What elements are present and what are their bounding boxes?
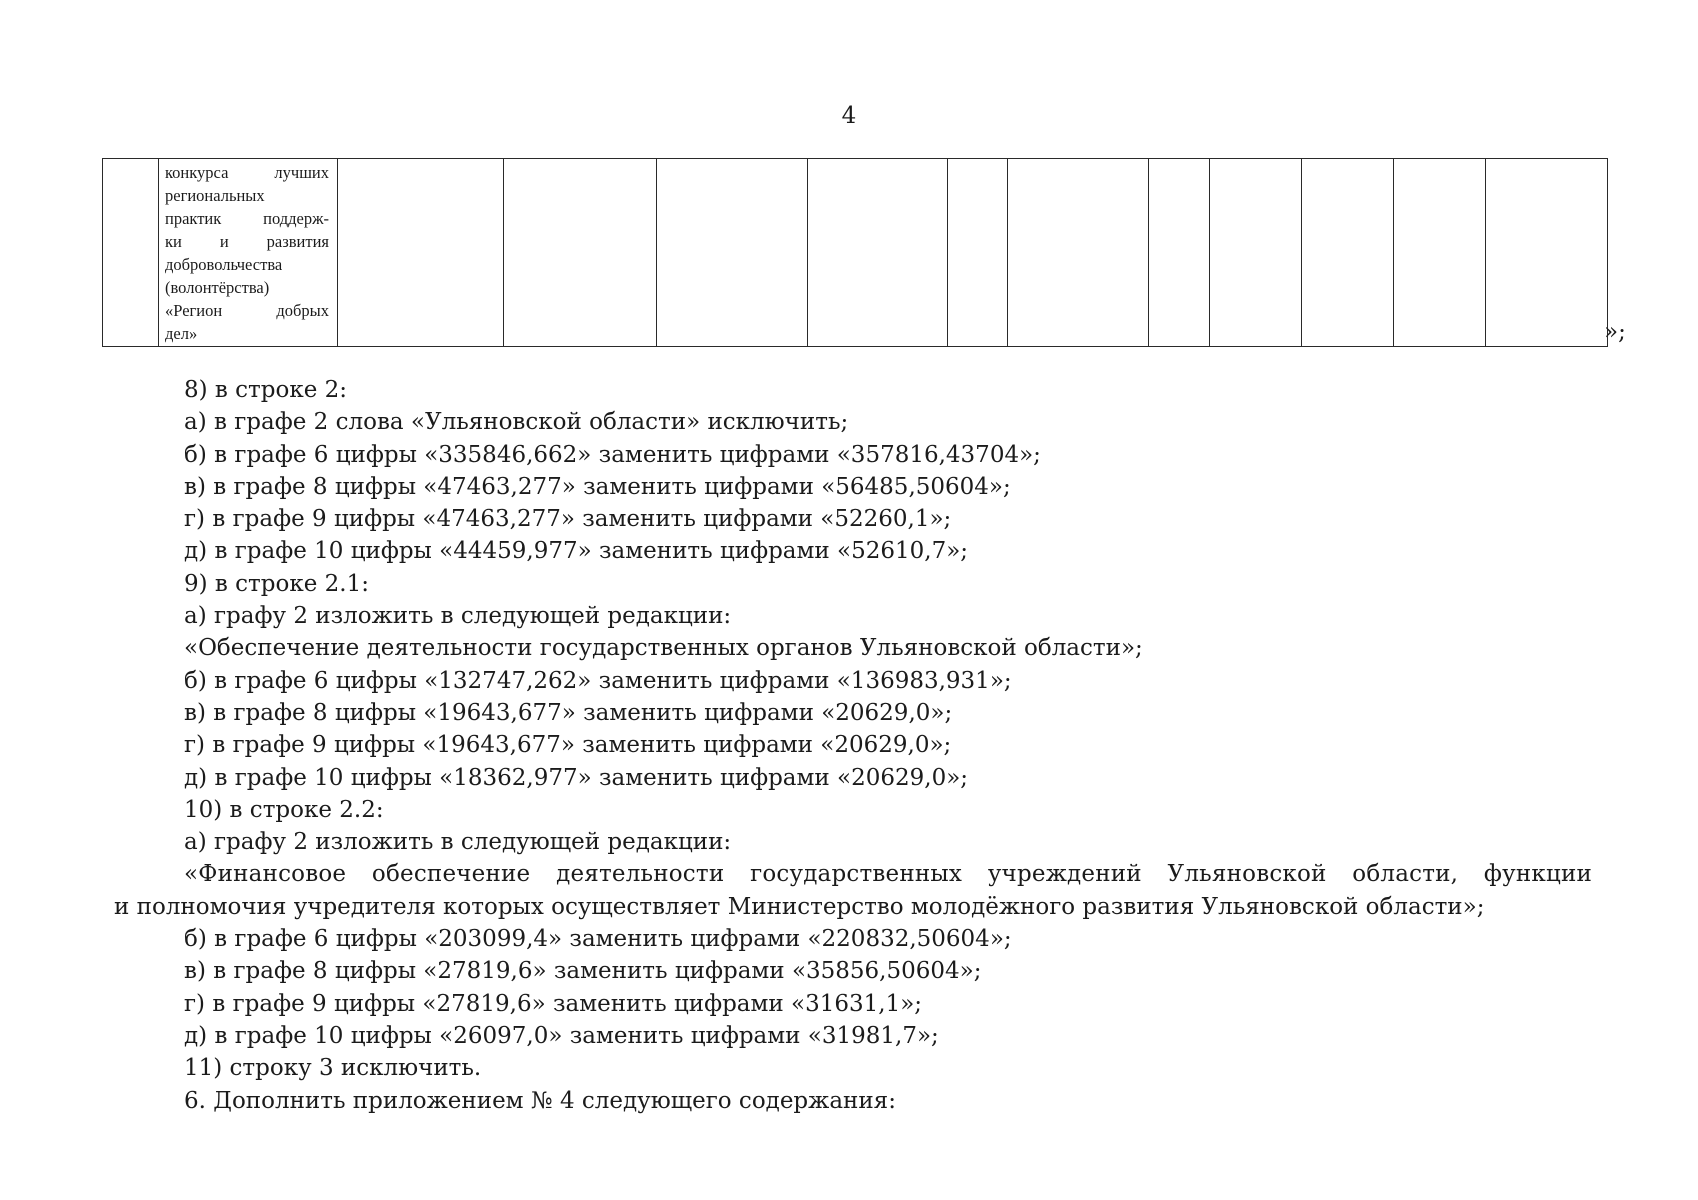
table-cell-col-13 xyxy=(1486,159,1608,347)
text-line: 9) в строке 2.1: xyxy=(184,570,369,597)
text-line: в) в графе 8 цифры «47463,277» заменить цифрами «56485,50604»; xyxy=(184,473,1011,500)
text-line: и полномочия учредителя которых осуществляет Министерство молодёжного развития Ульяновской области»; xyxy=(114,893,1485,920)
row-name-line: дел» xyxy=(165,324,198,343)
text-line: 10) в строке 2.2: xyxy=(184,796,384,823)
text-line: д) в графе 10 цифры «18362,977» заменить цифрами «20629,0»; xyxy=(184,764,969,791)
table-closing-quote: »; xyxy=(1604,319,1626,345)
table-cell-col-1 xyxy=(103,159,159,347)
text-line: 11) строку 3 исключить. xyxy=(184,1055,482,1082)
table-cell-col-3 xyxy=(338,159,504,347)
text-line: а) графу 2 изложить в следующей редакции: xyxy=(184,829,732,856)
text-line: б) в графе 6 цифры «132747,262» заменить цифрами «136983,931»; xyxy=(184,667,1012,694)
table-fragment xyxy=(102,158,1608,347)
row-name-line: практик поддерж- xyxy=(165,209,329,228)
table-cell-col-10 xyxy=(1210,159,1302,347)
row-name-line: ки и развития xyxy=(165,232,329,251)
text-line: г) в графе 9 цифры «19643,677» заменить цифрами «20629,0»; xyxy=(184,732,952,759)
table-cell-col-5 xyxy=(657,159,808,347)
text-line: а) графу 2 изложить в следующей редакции: xyxy=(184,603,732,630)
text-line: в) в графе 8 цифры «27819,6» заменить цифрами «35856,50604»; xyxy=(184,958,982,985)
text-line: г) в графе 9 цифры «47463,277» заменить цифрами «52260,1»; xyxy=(184,506,952,533)
page-number: 4 xyxy=(841,103,857,129)
row-name-line: (волонтёрства) xyxy=(165,278,270,297)
text-line: 8) в строке 2: xyxy=(184,377,348,403)
table-cell-col-11 xyxy=(1302,159,1394,347)
table-row xyxy=(103,159,1608,347)
amendments-text xyxy=(114,374,1592,1117)
row-name-line: добровольчества xyxy=(165,255,283,274)
text-line: 6. Дополнить приложением № 4 следующего содержания: xyxy=(184,1087,896,1114)
row-name-line: «Регион добрых xyxy=(165,301,329,320)
row-name-line: региональных xyxy=(165,186,265,205)
text-line: «Обеспечение деятельности государственных органов Ульяновской области»; xyxy=(184,635,1143,662)
text-line: б) в графе 6 цифры «335846,662» заменить цифрами «357816,43704»; xyxy=(184,441,1041,468)
table-cell-col-8 xyxy=(1008,159,1149,347)
table-cell-col-12 xyxy=(1394,159,1486,347)
text-line: в) в графе 8 цифры «19643,677» заменить цифрами «20629,0»; xyxy=(184,699,953,726)
text-line: г) в графе 9 цифры «27819,6» заменить цифрами «31631,1»; xyxy=(184,990,923,1017)
table-cell-col-9 xyxy=(1149,159,1210,347)
row-name-text xyxy=(159,159,337,346)
text-line: д) в графе 10 цифры «44459,977» заменить цифрами «52610,7»; xyxy=(184,538,969,565)
table-cell-col-2 xyxy=(159,159,338,347)
text-line-justified: «Финансовое обеспечение деятельности государственных учреждений Ульяновской области, функции xyxy=(184,861,1592,888)
row-name-line: конкурса лучших xyxy=(165,163,329,182)
table-cell-col-4 xyxy=(504,159,657,347)
text-line: а) в графе 2 слова «Ульяновской области» исключить; xyxy=(184,409,849,436)
table-cell-col-7 xyxy=(948,159,1008,347)
text-line: б) в графе 6 цифры «203099,4» заменить цифрами «220832,50604»; xyxy=(184,926,1012,953)
table-cell-col-6 xyxy=(808,159,948,347)
text-line: д) в графе 10 цифры «26097,0» заменить цифрами «31981,7»; xyxy=(184,1022,939,1049)
